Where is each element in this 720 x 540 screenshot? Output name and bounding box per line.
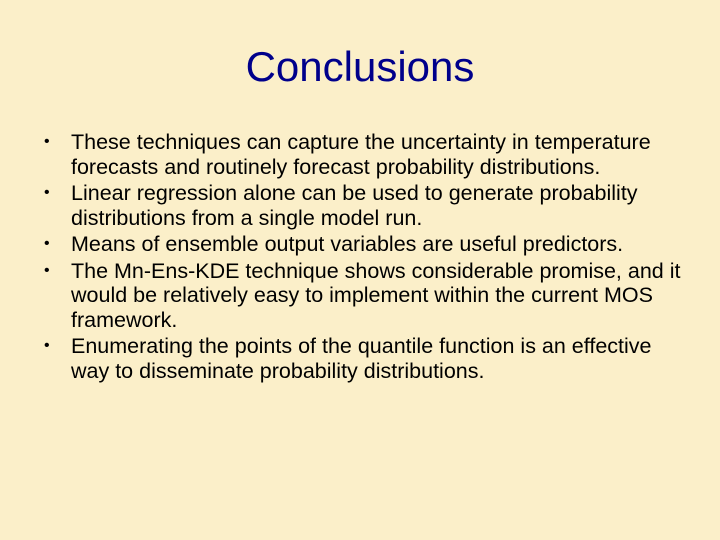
bullet-dot-icon: • <box>44 133 50 150</box>
bullet-text: Linear regression alone can be used to generate probability distributions from a single model run. <box>71 181 638 230</box>
bullet-dot-icon: • <box>44 261 50 279</box>
bullet-text: The Mn-Ens-KDE technique shows considerable promise, and it would be relatively easy to implement within the current MOS framework. <box>71 258 681 332</box>
bullet-text: Enumerating the points of the quantile function is an effective way to disseminate probability distributions. <box>71 334 652 383</box>
bullet-item-4 <box>44 259 684 333</box>
bullet-list <box>44 130 684 385</box>
bullet-dot-icon: • <box>44 235 50 252</box>
bullet-item-2 <box>44 181 684 230</box>
bullet-text: Means of ensemble output variables are useful predictors. <box>71 232 624 256</box>
bullet-text: These techniques can capture the uncertainty in temperature forecasts and routinely forecast probability distributions. <box>71 130 651 179</box>
slide-title: Conclusions <box>245 43 475 90</box>
bullet-dot-icon: • <box>44 337 50 354</box>
bullet-dot-icon: • <box>44 184 50 201</box>
bullet-item-3 <box>44 232 684 257</box>
bullet-item-5 <box>44 334 684 383</box>
bullet-item-1 <box>44 130 684 179</box>
